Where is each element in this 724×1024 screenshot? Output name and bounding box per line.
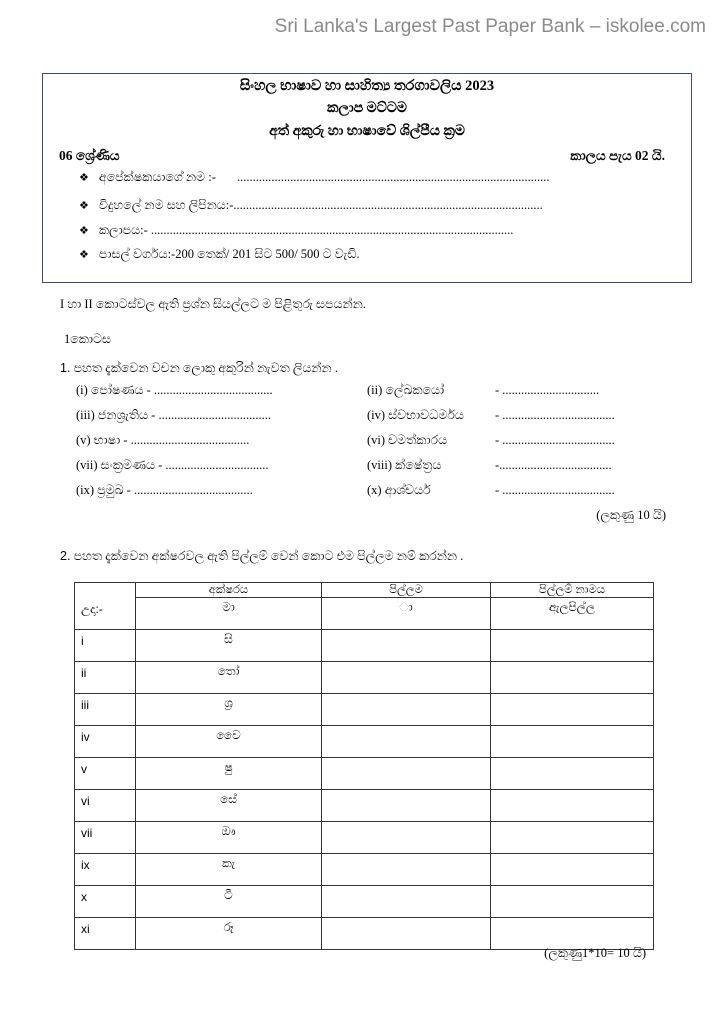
zone-blank[interactable]: .................................................................................................................... — [150, 223, 514, 237]
q1-item-i: (i) පෝෂණය - ...................................... — [76, 383, 273, 397]
table-row — [75, 757, 654, 789]
school-name-blank[interactable]: ................................................................................................... — [233, 198, 543, 212]
name-answer-cell[interactable] — [491, 725, 654, 757]
grade-label: 06 ශ්‍රේණිය — [59, 148, 120, 163]
q1-item-ii: (ii) ලේඛකයෝ - ............................... — [367, 383, 600, 397]
table-row — [75, 661, 654, 693]
letter-cell: ටී — [136, 885, 322, 917]
letter-cell: කැ — [136, 853, 322, 885]
name-answer-cell[interactable] — [491, 757, 654, 789]
pillama-answer-cell[interactable] — [322, 693, 491, 725]
q2-marks: (ලකුණු1*10= 10 යි) — [544, 946, 646, 960]
row-label: i — [75, 629, 136, 661]
diamond-bullet-icon: ❖ — [79, 249, 89, 261]
pillama-answer-cell[interactable] — [322, 757, 491, 789]
table-row — [75, 725, 654, 757]
q1-item-iv: (iv) ස්වභාවධර්මය - .................................... — [367, 408, 615, 422]
letter-cell: වෛ — [136, 725, 322, 757]
col-header-letter: අක්ෂරය — [136, 583, 322, 598]
diamond-bullet-icon: ❖ — [79, 172, 89, 184]
pillama-answer-cell[interactable] — [322, 885, 491, 917]
q1-item-ix: (ix) ප්‍රමුඛ - ...................................... — [76, 483, 253, 497]
row-label: ii — [75, 661, 136, 693]
school-type-field: ❖ පාසල් වර්ගය:-200 තෙක්/ 201 සිට 500/ 500 ට වැඩි. — [79, 247, 360, 261]
name-answer-cell[interactable] — [491, 789, 654, 821]
q2-prompt: 2. පහත දැක්වෙන අක්ෂරවල ඇති පිල්ලම් වෙන් කොට එම පිල්ලම නම් කරන්න . — [60, 549, 464, 563]
row-label: vi — [75, 789, 136, 821]
name-answer-cell[interactable] — [491, 853, 654, 885]
letter-cell: රූ — [136, 917, 322, 949]
name-cell: ඇලපිල්ල — [491, 598, 654, 630]
letter-cell: සේ — [136, 789, 322, 821]
candidate-name-field: ❖ අපේක්ෂකයාගේ නම :- .................................................................................................... — [79, 170, 550, 184]
table-row-example — [75, 598, 654, 630]
name-answer-cell[interactable] — [491, 629, 654, 661]
pillama-answer-cell[interactable] — [322, 661, 491, 693]
q1-item-x: (x) ආශ්චර්ය - .................................... — [367, 483, 615, 497]
q1-item-iii: (iii) ජනශ්‍රැතිය - .................................... — [76, 408, 271, 422]
table-row — [75, 629, 654, 661]
pillama-answer-cell[interactable] — [322, 917, 491, 949]
exam-title: සිංහල භාෂාව හා සාහිත්‍ය තරගාවලිය 2023 — [239, 78, 495, 94]
answer-blank[interactable]: - .................................... — [495, 408, 615, 422]
answer-blank[interactable]: ................................. — [165, 458, 269, 472]
row-label: x — [75, 885, 136, 917]
diamond-bullet-icon: ❖ — [79, 200, 89, 212]
letter-cell: ශ්‍ර — [136, 693, 322, 725]
answer-blank[interactable]: .................................... — [158, 408, 271, 422]
col-header-name: පිල්ලම් නාමය — [491, 583, 654, 598]
pillama-cell: ා — [322, 598, 491, 630]
table-row — [75, 693, 654, 725]
q2-answer-table — [74, 582, 654, 950]
q1-item-vii: (vii) සංක්‍රමණය - ................................. — [76, 458, 269, 472]
q1-item-viii: (viii) ක්ෂේත්‍රය -.................................... — [367, 458, 612, 472]
time-label: කාලය පැය 02 යි. — [570, 148, 665, 163]
answer-blank[interactable]: ...................................... — [133, 483, 253, 497]
name-answer-cell[interactable] — [491, 885, 654, 917]
col-header-pillama: පිල්ලම — [322, 583, 491, 598]
name-answer-cell[interactable] — [491, 917, 654, 949]
row-label: iv — [75, 725, 136, 757]
pillama-answer-cell[interactable] — [322, 725, 491, 757]
table-header-row — [75, 583, 654, 598]
exam-subject: අත් අකුරු හා භාෂාවේ ශිල්පීය ක්‍රම — [269, 124, 465, 139]
exam-header-box — [42, 73, 692, 283]
row-label: vii — [75, 821, 136, 853]
answer-blank[interactable]: - ............................... — [495, 383, 600, 397]
answer-blank[interactable]: - .................................... — [495, 433, 615, 447]
table-row — [75, 885, 654, 917]
instruction-text: I හා II කොටස්වල ඇති ප්‍රශ්න සියල්ලට ම පිළිතුරු සපයන්න. — [60, 297, 366, 311]
table-row — [75, 853, 654, 885]
table-row — [75, 789, 654, 821]
answer-blank[interactable]: ...................................... — [130, 433, 250, 447]
letter-cell: ඖ — [136, 821, 322, 853]
letter-cell: මා — [136, 598, 322, 630]
exam-level: කලාප මට්ටම — [327, 101, 407, 116]
row-label: ix — [75, 853, 136, 885]
row-label: උදා:- — [75, 598, 136, 630]
watermark-text: Sri Lanka's Largest Past Paper Bank – iskolee.com — [274, 16, 706, 37]
q1-item-v: (v) භාෂා - ...................................... — [76, 433, 250, 447]
candidate-name-blank[interactable]: .................................................................................................... — [237, 170, 550, 184]
name-answer-cell[interactable] — [491, 693, 654, 725]
row-label: iii — [75, 693, 136, 725]
row-label: v — [75, 757, 136, 789]
pillama-answer-cell[interactable] — [322, 789, 491, 821]
section-label: 1කොටස — [64, 332, 112, 346]
name-answer-cell[interactable] — [491, 661, 654, 693]
answer-blank[interactable]: -.................................... — [495, 458, 612, 472]
answer-blank[interactable]: - .................................... — [495, 483, 615, 497]
q1-marks: (ලකුණු 10 යි) — [596, 508, 666, 522]
table-row — [75, 821, 654, 853]
letter-cell: සි — [136, 629, 322, 661]
table-row — [75, 917, 654, 949]
q1-prompt: 1. පහත දැක්වෙන වචන ලොකු අකුරින් නැවත ලියන්න . — [60, 361, 338, 375]
school-name-field: ❖ විදුහලේ නම සහ ලිපිනය:-................................................................................................... — [79, 198, 543, 212]
pillama-answer-cell[interactable] — [322, 853, 491, 885]
pillama-answer-cell[interactable] — [322, 629, 491, 661]
q1-item-vi: (vi) චමත්කාරය - .................................... — [367, 433, 615, 447]
answer-blank[interactable]: ...................................... — [153, 383, 273, 397]
pillama-answer-cell[interactable] — [322, 821, 491, 853]
row-label: xi — [75, 917, 136, 949]
diamond-bullet-icon: ❖ — [79, 225, 89, 237]
letter-cell: තෝ — [136, 661, 322, 693]
zone-field: ❖ කලාපය:- .................................................................................................................... — [79, 223, 514, 237]
letter-cell: ෂු — [136, 757, 322, 789]
name-answer-cell[interactable] — [491, 821, 654, 853]
